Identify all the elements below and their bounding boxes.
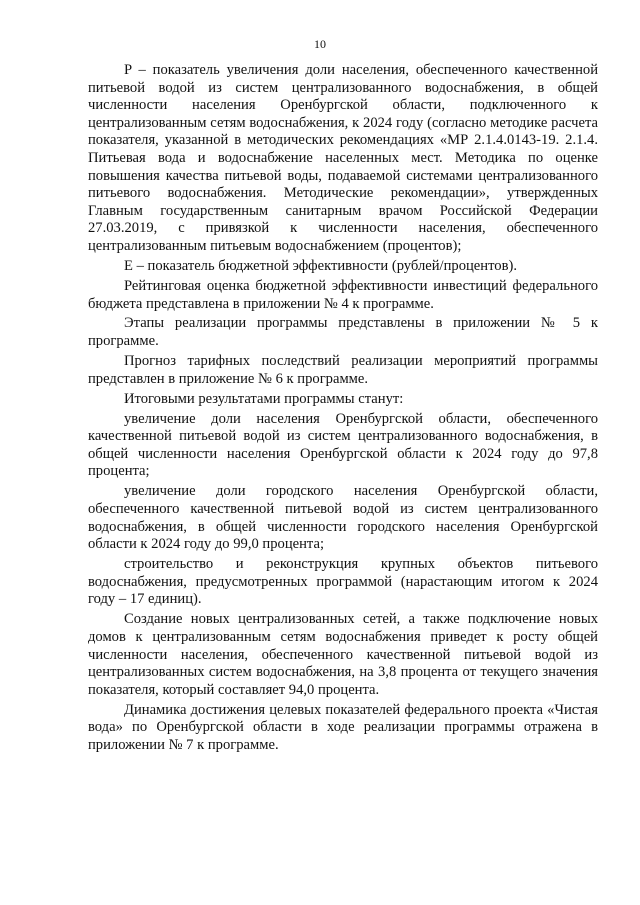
paragraph-tariff-forecast: Прогноз тарифных последствий реализации мероприятий программы представлен в приложение № 6 к программе.: [88, 353, 598, 387]
paragraph-new-networks: Создание новых централизованных сетей, а также подключение новых домов к централизованным сетям водоснабжения приведет к росту общей численности населения, обеспеченного качественной питьевой водой из централизованных систем водоснабжения, на 3,8 процента от текущего значения показателя, который составляет 94,0 процента.: [88, 611, 598, 698]
paragraph-result-construction: строительство и реконструкция крупных объектов питьевого водоснабжения, предусмотренных программой (нарастающим итогом к 2024 году – 17 единиц).: [88, 556, 598, 608]
paragraph-clean-water-dynamics: Динамика достижения целевых показателей федерального проекта «Чистая вода» по Оренбургской области в ходе реализации программы отражена в приложении № 7 к программе.: [88, 701, 598, 753]
paragraph-result-region-share: увеличение доли населения Оренбургской области, обеспеченного качественной питьевой водой из систем централизованного водоснабжения, в общей численности населения Оренбургской области к 2024 году до 97,8 процента;: [88, 410, 598, 480]
document-body: [88, 62, 598, 757]
paragraph-p-indicator-definition: P – показатель увеличения доли населения, обеспеченного качественной питьевой водой из систем централизованного водоснабжения, в общей численности населения Оренбургской области, подключенного к централизованным сетям водоснабжения, к 2024 году (согласно методике расчета показателя, указанной в методических рекомендациях «МР 2.1.4.0143-19. 2.1.4. Питьевая вода и водоснабжение населенных мест. Методика по оценке повышения качества питьевой воды, подаваемой системами централизованного питьевого водоснабжения. Методические рекомендации», утвержденных Главным государственным санитарным врачом Российской Федерации 27.03.2019, с привязкой к численности населения, обеспеченного централизованным питьевым водоснабжением (процентов);: [88, 62, 598, 254]
paragraph-program-stages: Этапы реализации программы представлены в приложении № 5 к программе.: [88, 315, 598, 350]
paragraph-e-indicator-definition: E – показатель бюджетной эффективности (рублей/процентов).: [124, 257, 517, 274]
paragraph-budget-rating: Рейтинговая оценка бюджетной эффективности инвестиций федерального бюджета представлена в приложении № 4 к программе.: [88, 277, 598, 312]
paragraph-result-urban-share: увеличение доли городского населения Оренбургской области, обеспеченного качественной питьевой водой из систем централизованного водоснабжения, в общей численности городского населения Оренбургской области к 2024 году до 99,0 процента;: [88, 483, 598, 553]
paragraph-results-intro: Итоговыми результатами программы станут:: [124, 390, 404, 407]
page-number: 10: [314, 37, 326, 51]
